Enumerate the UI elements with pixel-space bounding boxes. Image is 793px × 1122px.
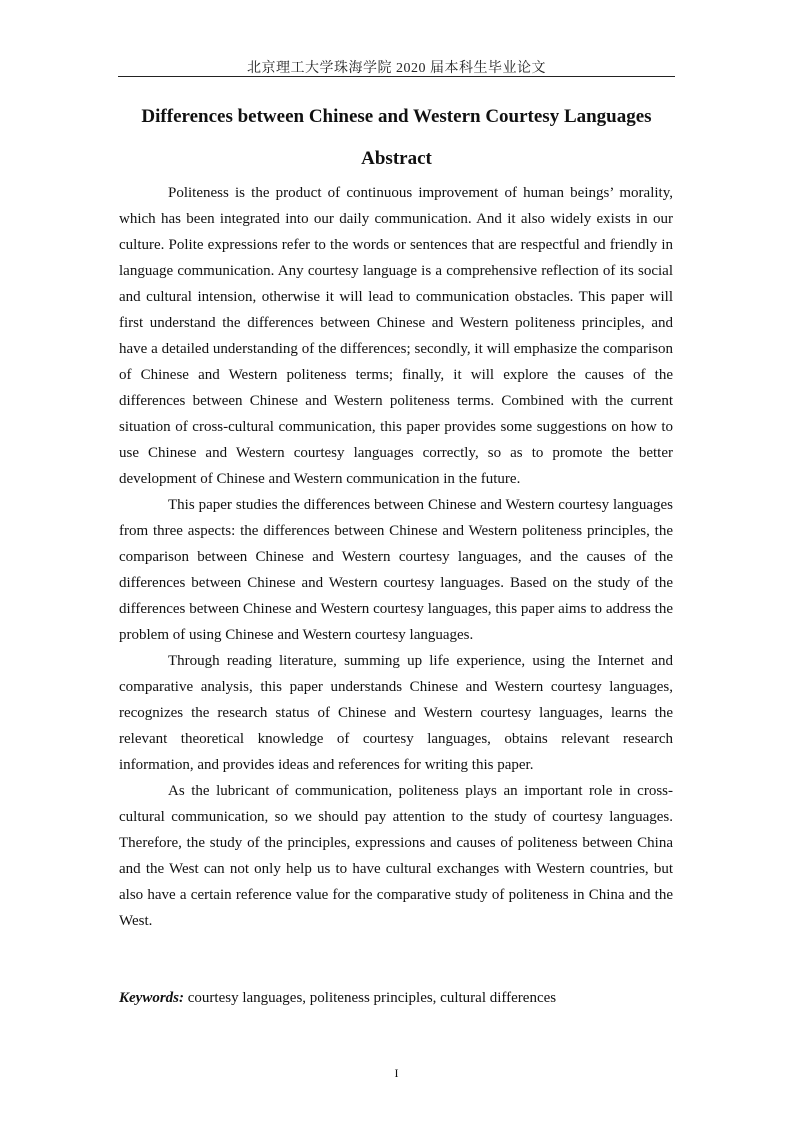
abstract-paragraph-2: This paper studies the differences between Chinese and Western courtesy languages from three aspects: the differences between Chinese and Western politeness principles, the comparison between Chinese and Western courtesy languages, and the causes of the differences between Chinese and Western courtesy languages. Based on the study of the differences between Chinese and Western courtesy languages, this paper aims to address the problem of using Chinese and Western courtesy languages. [119,497,673,643]
abstract-body [119,180,673,934]
abstract-paragraph-4: As the lubricant of communication, politeness plays an important role in cross-cultural communication, so we should pay attention to the study of courtesy languages. Therefore, the study of the principles, expressions and causes of politeness between China and the West can not only help us to have cultural exchanges with Western countries, but also have a certain reference value for the comparative study of politeness in China and the West. [119,783,673,929]
keywords-label: Keywords: [119,990,184,1006]
paper-title: Differences between Chinese and Western Courtesy Languages [141,106,652,127]
running-header: 北京理工大学珠海学院 2020 届本科生毕业论文 [247,61,546,76]
abstract-heading: Abstract [361,148,432,169]
page-number: I [394,1066,399,1080]
header-rule [118,76,675,77]
keywords-line [119,985,673,1011]
abstract-paragraph-3: Through reading literature, summing up life experience, using the Internet and comparative analysis, this paper understands Chinese and Western courtesy languages, recognizes the research status of Chinese and Western courtesy languages, learns the relevant theoretical knowledge of courtesy languages, obtains relevant research information, and provides ideas and references for writing this paper. [119,653,673,773]
abstract-paragraph-1: Politeness is the product of continuous improvement of human beings’ morality, which has been integrated into our daily communication. And it also widely exists in our culture. Polite expressions refer to the words or sentences that are respectful and friendly in language communication. Any courtesy language is a comprehensive reflection of its social and cultural intension, otherwise it will lead to communication obstacles. This paper will first understand the differences between Chinese and Western politeness principles, and have a detailed understanding of the differences; secondly, it will emphasize the comparison of Chinese and Western politeness terms; finally, it will explore the causes of the differences between Chinese and Western politeness terms. Combined with the current situation of cross-cultural communication, this paper provides some suggestions on how to use Chinese and Western courtesy languages correctly, so as to promote the better development of Chinese and Western communication in the future. [119,185,673,487]
keywords-text: courtesy languages, politeness principles, cultural differences [184,990,557,1006]
